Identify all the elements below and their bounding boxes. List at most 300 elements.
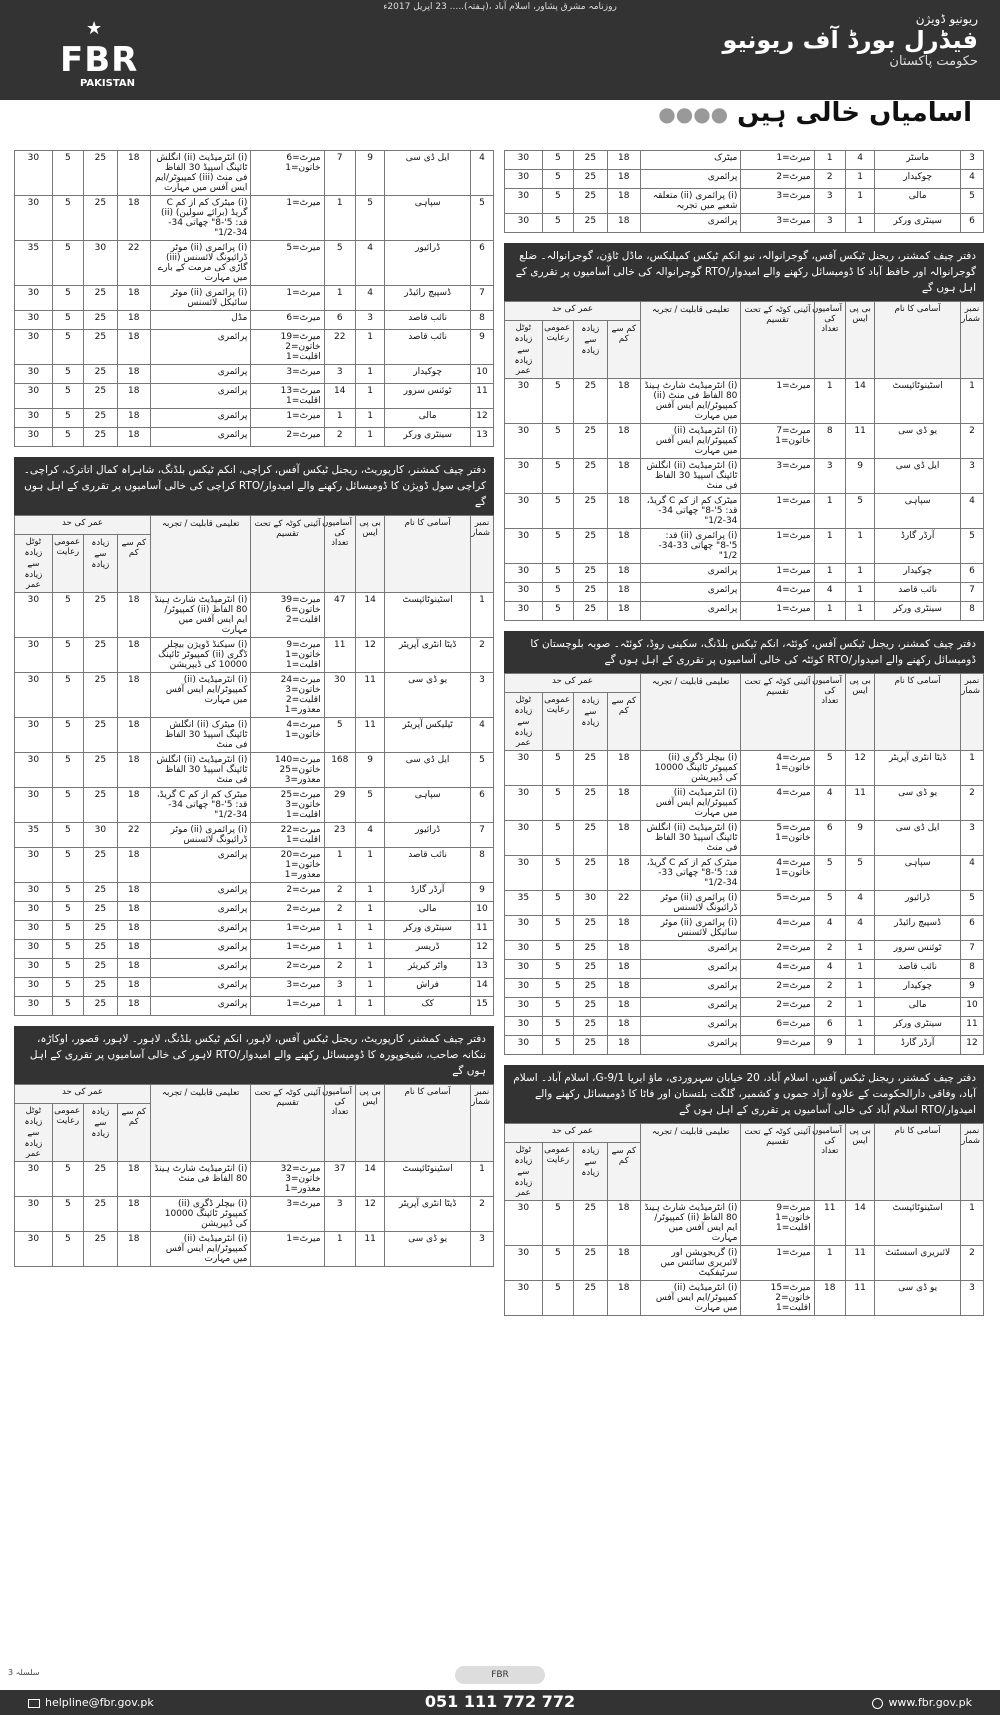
cell-bs: 14 [355, 593, 384, 638]
cell-bs: 12 [355, 1197, 384, 1232]
cell-max: 25 [84, 196, 117, 241]
cell-no: 5 [961, 189, 984, 214]
cell-bs: 14 [355, 1162, 384, 1197]
cell-count: 1 [814, 529, 845, 564]
cell-age: 30 [15, 384, 53, 409]
cell-qual: پرائمری [151, 848, 251, 883]
cell-quota: میرٹ=1 [251, 1232, 324, 1267]
column-header-qual: تعلیمی قابلیت / تجربہ [151, 1085, 251, 1162]
cell-gen: 5 [542, 960, 573, 979]
cell-no: 4 [961, 170, 984, 189]
cell-count: 4 [814, 916, 845, 941]
table-row [505, 170, 984, 189]
cell-quota: میرٹ=7 خاتون=1 [741, 424, 814, 459]
cell-qual: (i) انٹرمیڈیٹ (ii) کمپیوٹر/ایم ایس آفس میں مہارت [641, 786, 741, 821]
cell-max: 25 [574, 151, 607, 170]
cell-gen: 5 [52, 384, 83, 409]
cell-gen: 5 [542, 529, 573, 564]
cell-age: 30 [15, 428, 53, 447]
cell-quota: میرٹ=3 [741, 189, 814, 214]
column-header-gen: عمومی رعایت [52, 1104, 83, 1162]
cell-bs: 4 [845, 151, 874, 170]
cell-min: 18 [607, 424, 640, 459]
cell-min: 18 [607, 916, 640, 941]
cell-gen: 5 [542, 821, 573, 856]
cell-min: 18 [117, 921, 150, 940]
cell-count: 1 [324, 921, 355, 940]
cell-min: 18 [607, 751, 640, 786]
cell-gen: 5 [52, 718, 83, 753]
cell-bs: 1 [355, 997, 384, 1016]
table-row [15, 823, 494, 848]
cell-count: 6 [814, 821, 845, 856]
cell-age: 30 [15, 311, 53, 330]
cell-no: 10 [471, 365, 494, 384]
column-header-min: کم سے کم [117, 1104, 150, 1162]
cell-no: 4 [961, 856, 984, 891]
cell-count: 23 [324, 823, 355, 848]
table-row [505, 459, 984, 494]
cell-qual: (i) انٹرمیڈیٹ (ii) کمپیوٹر/ایم ایس آفس میں مہارت [641, 424, 741, 459]
cell-qual: (i) پرائمری (ii) قد: 5'-8" چھاتی 33-34-1/2" [641, 529, 741, 564]
cell-post: نائب قاصد [875, 583, 961, 602]
cell-no: 8 [961, 960, 984, 979]
cell-bs: 1 [355, 978, 384, 997]
cell-qual: (i) انٹرمیڈیٹ شارٹ ہینڈ 80 الفاظ فی منٹ (ii) کمپیوٹر/ایم ایس آفس میں مہارت [641, 379, 741, 424]
cell-post: اسٹینوٹائپسٹ [875, 1201, 961, 1246]
cell-post: ڈرائیور [385, 241, 471, 286]
cell-quota: میرٹ=25 خاتون=3 اقلیت=1 [251, 788, 324, 823]
column-header-age-group: عمر کی حد [505, 674, 641, 693]
cell-post: ڈسپیچ رائیڈر [875, 916, 961, 941]
cell-age: 30 [505, 1036, 543, 1055]
column-header-post: آسامی کا نام [385, 516, 471, 593]
cell-count: 30 [324, 673, 355, 718]
cell-qual: (i) انٹرمیڈیٹ شارٹ ہینڈ 80 الفاظ فی منٹ [151, 1162, 251, 1197]
cell-max: 25 [574, 821, 607, 856]
cell-quota: میرٹ=5 خاتون=1 [741, 821, 814, 856]
cell-no: 7 [471, 823, 494, 848]
cell-count: 9 [814, 1036, 845, 1055]
globe-icon [872, 1698, 883, 1709]
cell-max: 25 [574, 602, 607, 621]
cell-max: 25 [574, 941, 607, 960]
cell-post: آرڈر گارڈ [875, 529, 961, 564]
column-header-age-group: عمر کی حد [15, 1085, 151, 1104]
cell-min: 18 [117, 673, 150, 718]
fbr-logo [20, 18, 150, 89]
cell-min: 18 [117, 997, 150, 1016]
column-header-gen: عمومی رعایت [52, 535, 83, 593]
cell-age: 30 [15, 997, 53, 1016]
cell-quota: میرٹ=2 [741, 998, 814, 1017]
column-header-count: آسامیوں کی تعداد [814, 674, 845, 751]
cell-no: 10 [961, 998, 984, 1017]
cell-age: 30 [505, 916, 543, 941]
vacancy-table [14, 1084, 494, 1267]
cell-max: 25 [574, 214, 607, 233]
cell-gen: 5 [52, 1232, 83, 1267]
vacancy-table [504, 1123, 984, 1316]
cell-qual: (i) پرائمری (ii) متعلقہ شعبے میں تجربہ [641, 189, 741, 214]
cell-min: 18 [607, 1281, 640, 1316]
table-row [505, 529, 984, 564]
cell-gen: 5 [52, 428, 83, 447]
cell-gen: 5 [542, 1017, 573, 1036]
cell-min: 18 [117, 638, 150, 673]
column-header-bs: بی پی ایس [845, 302, 874, 379]
cell-quota: میرٹ=1 [251, 921, 324, 940]
cell-bs: 9 [845, 459, 874, 494]
cell-post: مالی [385, 902, 471, 921]
cell-post: سپاہی [385, 196, 471, 241]
cell-min: 22 [117, 823, 150, 848]
cell-age: 30 [505, 856, 543, 891]
cell-post: چوکیدار [875, 979, 961, 998]
cell-post: ڈیٹا انٹری آپریٹر [385, 1197, 471, 1232]
cell-bs: 1 [845, 602, 874, 621]
cell-qual: میٹرک کم از کم C گریڈ، قد: 5'-8" چھاتی 34-34-1/2" [641, 494, 741, 529]
column-header-min: کم سے کم [117, 535, 150, 593]
table-row [505, 941, 984, 960]
column-header-count: آسامیوں کی تعداد [324, 516, 355, 593]
cell-age: 30 [15, 330, 53, 365]
cell-max: 25 [84, 593, 117, 638]
cell-quota: میرٹ=4 خاتون=1 [741, 856, 814, 891]
table-row [505, 1017, 984, 1036]
cell-post: ڈیٹا انٹری آپریٹر [385, 638, 471, 673]
cell-qual: پرائمری [641, 1036, 741, 1055]
cell-no: 6 [471, 241, 494, 286]
table-row [505, 494, 984, 529]
helpline-email-link[interactable]: helpline@fbr.gov.pk [45, 1696, 154, 1709]
table-row [15, 286, 494, 311]
cell-qual: پرائمری [151, 883, 251, 902]
table-row [505, 786, 984, 821]
column-header-age-group: عمر کی حد [505, 302, 641, 321]
cell-count: 3 [814, 189, 845, 214]
cell-quota: میرٹ=1 [741, 151, 814, 170]
cell-qual: میٹرک [641, 151, 741, 170]
cell-gen: 5 [542, 1246, 573, 1281]
cell-post: یو ڈی سی [385, 1232, 471, 1267]
star-icon: ★ [86, 18, 103, 39]
cell-max: 25 [574, 424, 607, 459]
cell-qual: (i) بیچلر ڈگری (ii) کمپیوٹر ٹائپنگ 10000 کی ڈیپریشن [151, 1197, 251, 1232]
cell-gen: 5 [542, 786, 573, 821]
cell-quota: میرٹ=3 [251, 978, 324, 997]
cell-no: 11 [961, 1017, 984, 1036]
cell-count: 1 [814, 1246, 845, 1281]
cell-max: 25 [574, 170, 607, 189]
cell-age: 30 [505, 751, 543, 786]
cell-qual: پرائمری [641, 998, 741, 1017]
table-row [15, 365, 494, 384]
cell-max: 25 [574, 494, 607, 529]
cell-no: 11 [471, 384, 494, 409]
column-header-age: ٹوٹل زیادہ سے زیادہ عمر [505, 321, 543, 379]
cell-max: 25 [574, 459, 607, 494]
page-note: سلسلہ 3 [8, 1668, 40, 1677]
cell-qual: (i) انٹرمیڈیٹ شارٹ ہینڈ 80 الفاظ (ii) کمپیوٹر/ایم ایس آفس میں مہارت [151, 593, 251, 638]
cell-no: 5 [471, 196, 494, 241]
cell-qual: پرائمری [151, 940, 251, 959]
cell-min: 18 [117, 196, 150, 241]
column-header-qual: تعلیمی قابلیت / تجربہ [641, 1124, 741, 1201]
table-row [15, 1197, 494, 1232]
cell-gen: 5 [52, 1197, 83, 1232]
cell-qual: پرائمری [641, 214, 741, 233]
cell-min: 18 [607, 214, 640, 233]
cell-bs: 1 [355, 902, 384, 921]
cell-qual: میٹرک کم از کم C گریڈ، قد: 5'-8" چھاتی 33-34-1/2" [641, 856, 741, 891]
cell-qual: پرائمری [641, 170, 741, 189]
cell-bs: 3 [355, 311, 384, 330]
cell-age: 35 [15, 241, 53, 286]
cell-max: 25 [84, 311, 117, 330]
cell-post: سینٹری ورکر [385, 428, 471, 447]
cell-post: آرڈر گارڈ [875, 1036, 961, 1055]
column-header-bs: بی پی ایس [845, 1124, 874, 1201]
cell-quota: میرٹ=2 [741, 170, 814, 189]
cell-min: 18 [607, 1017, 640, 1036]
cell-no: 1 [961, 751, 984, 786]
cell-max: 25 [84, 409, 117, 428]
cell-bs: 5 [845, 856, 874, 891]
cell-gen: 5 [52, 823, 83, 848]
column-header-quota: آئینی کوٹہ کے تحت تقسیم [251, 516, 324, 593]
cell-quota: میرٹ=3 [251, 1197, 324, 1232]
cell-no: 9 [961, 979, 984, 998]
cell-post: سینٹری ورکر [875, 602, 961, 621]
cell-bs: 1 [845, 189, 874, 214]
vacancy-table [504, 673, 984, 1055]
cell-post: ٹیلیکس آپریٹر [385, 718, 471, 753]
table-row [505, 1036, 984, 1055]
cell-count: 1 [324, 286, 355, 311]
cell-no: 15 [471, 997, 494, 1016]
logo-country: PAKISTAN [80, 78, 135, 89]
cell-gen: 5 [542, 916, 573, 941]
cell-qual: (i) انٹرمیڈیٹ (ii) انگلش ٹائپنگ اسپیڈ 30 الفاظ فی منٹ [151, 753, 251, 788]
cell-count: 3 [814, 214, 845, 233]
cell-gen: 5 [542, 583, 573, 602]
cell-no: 12 [471, 940, 494, 959]
section-heading: دفتر چیف کمشنر، ریجنل ٹیکس آفس، کوئٹہ، انکم ٹیکس بلڈنگ، سکینی روڈ، کوئٹہ۔ صوبہ بلوچستان کا ڈومیسائل رکھنے والے امیدوار/RTO کوئٹہ کی خالی آسامیوں پر تقرری کے اہل ہوں گے [504, 631, 984, 673]
cell-min: 18 [607, 459, 640, 494]
cell-bs: 9 [355, 753, 384, 788]
cell-age: 30 [505, 998, 543, 1017]
cell-age: 30 [505, 1017, 543, 1036]
cell-min: 18 [117, 718, 150, 753]
cell-max: 25 [84, 959, 117, 978]
cell-bs: 12 [845, 751, 874, 786]
cell-gen: 5 [52, 959, 83, 978]
column-header-min: کم سے کم [607, 693, 640, 751]
cell-bs: 1 [355, 959, 384, 978]
cell-bs: 9 [355, 151, 384, 196]
cell-max: 25 [84, 883, 117, 902]
cell-post: نائب قاصد [875, 960, 961, 979]
cell-bs: 4 [845, 891, 874, 916]
cell-qual: پرائمری [151, 959, 251, 978]
cell-no: 8 [471, 848, 494, 883]
column-header-no: نمبر شمار [961, 1124, 984, 1201]
cell-count: 1 [814, 379, 845, 424]
cell-post: مالی [875, 189, 961, 214]
cell-post: یو ڈی سی [875, 1281, 961, 1316]
cell-min: 18 [607, 856, 640, 891]
cell-quota: میرٹ=1 [251, 997, 324, 1016]
cell-bs: 11 [845, 786, 874, 821]
cell-max: 30 [84, 823, 117, 848]
cell-post: نائب قاصد [385, 330, 471, 365]
cell-gen: 5 [52, 921, 83, 940]
vacancy-table [14, 150, 494, 447]
cell-age: 35 [15, 823, 53, 848]
table-row [15, 940, 494, 959]
cell-age: 30 [15, 959, 53, 978]
cell-qual: (i) انٹرمیڈیٹ (ii) انگلش ٹائپنگ اسپیڈ 30 الفاظ فی منٹ (iii) کمپیوٹر/ایم ایس آفس میں مہارت [151, 151, 251, 196]
cell-age: 30 [505, 151, 543, 170]
cell-qual: میٹرک کم از کم C گریڈ، قد: 5'-8" چھاتی 34-34-1/2" [151, 788, 251, 823]
cell-gen: 5 [542, 151, 573, 170]
column-header-min: کم سے کم [607, 321, 640, 379]
cell-max: 25 [84, 638, 117, 673]
cell-no: 5 [471, 753, 494, 788]
cell-gen: 5 [52, 196, 83, 241]
cell-no: 2 [961, 1246, 984, 1281]
table-row [15, 311, 494, 330]
cell-age: 30 [15, 788, 53, 823]
cell-qual: (i) پرائمری (ii) موٹر سائیکل لائسنس [151, 286, 251, 311]
cell-qual: پرائمری [641, 583, 741, 602]
table-row [15, 788, 494, 823]
table-row [505, 751, 984, 786]
cell-bs: 11 [355, 718, 384, 753]
cell-count: 6 [324, 311, 355, 330]
table-row [505, 1201, 984, 1246]
cell-post: فراش [385, 978, 471, 997]
cell-gen: 5 [52, 330, 83, 365]
cell-age: 30 [15, 718, 53, 753]
cell-qual: پرائمری [151, 428, 251, 447]
cell-age: 30 [15, 593, 53, 638]
cell-min: 18 [117, 1197, 150, 1232]
cell-count: 1 [324, 196, 355, 241]
cell-min: 18 [117, 384, 150, 409]
cell-max: 25 [84, 848, 117, 883]
cell-age: 30 [505, 1201, 543, 1246]
table-row [15, 959, 494, 978]
table-row [15, 428, 494, 447]
cell-min: 18 [607, 1036, 640, 1055]
cell-bs: 11 [845, 424, 874, 459]
cell-gen: 5 [52, 978, 83, 997]
cell-min: 18 [607, 821, 640, 856]
cell-min: 18 [117, 409, 150, 428]
cell-no: 3 [471, 673, 494, 718]
cell-max: 25 [84, 365, 117, 384]
cell-max: 25 [574, 1246, 607, 1281]
cell-no: 8 [961, 602, 984, 621]
cell-count: 1 [814, 602, 845, 621]
cell-qual: (i) بیچلر ڈگری (ii) کمپیوٹر ٹائپنگ 10000 کی ڈیپریشن [641, 751, 741, 786]
cell-max: 25 [84, 384, 117, 409]
cell-min: 18 [607, 189, 640, 214]
cell-post: ڈرائیور [385, 823, 471, 848]
column-header-max: زیادہ سے زیادہ [574, 321, 607, 379]
cell-quota: میرٹ=140 خاتون=25 معذور=3 [251, 753, 324, 788]
cell-age: 30 [505, 214, 543, 233]
cell-no: 12 [961, 1036, 984, 1055]
cell-post: سپاہی [875, 494, 961, 529]
org-block [678, 12, 978, 69]
section-heading: دفتر چیف کمشنر، ریجنل ٹیکس آفس، اسلام آباد، 20 خیابان سہروردی، ماؤ ایریا G-9/1، اسلام آباد۔ اسلام آباد، وفاقی دارالحکومت کے علاوہ آزاد جموں و کشمیر، گلگت بلتستان اور فاٹا کا ڈومیسائل رکھنے والے امیدوار/RTO اسلام آباد کی خالی آسامیوں پر تقرری کے اہل ہوں گے [504, 1065, 984, 1123]
cell-bs: 1 [845, 960, 874, 979]
cell-gen: 5 [542, 1281, 573, 1316]
cell-max: 25 [84, 1232, 117, 1267]
cell-age: 30 [15, 1162, 53, 1197]
cell-quota: میرٹ=1 [741, 494, 814, 529]
table-row [505, 214, 984, 233]
cell-min: 18 [117, 330, 150, 365]
cell-quota: میرٹ=32 خاتون=3 معذور=1 [251, 1162, 324, 1197]
cell-no: 5 [961, 529, 984, 564]
cell-age: 30 [505, 459, 543, 494]
cell-no: 2 [961, 786, 984, 821]
cell-qual: پرائمری [641, 960, 741, 979]
cell-no: 4 [961, 494, 984, 529]
column-header-quota: آئینی کوٹہ کے تحت تقسیم [741, 1124, 814, 1201]
cell-bs: 4 [355, 823, 384, 848]
cell-age: 30 [15, 848, 53, 883]
cell-bs: 5 [355, 196, 384, 241]
column-header-age-group: عمر کی حد [505, 1124, 641, 1143]
cell-no: 7 [961, 583, 984, 602]
cell-count: 29 [324, 788, 355, 823]
cell-count: 3 [324, 365, 355, 384]
table-row [15, 997, 494, 1016]
cell-qual: پرائمری [641, 979, 741, 998]
helpline-phone: 051 111 772 772 [424, 1692, 576, 1711]
cell-quota: میرٹ=39 خاتون=6 اقلیت=2 [251, 593, 324, 638]
table-row [15, 638, 494, 673]
cell-gen: 5 [52, 883, 83, 902]
cell-post: یو ڈی سی [875, 786, 961, 821]
cell-qual: پرائمری [151, 384, 251, 409]
cell-count: 2 [324, 902, 355, 921]
website-link[interactable]: www.fbr.gov.pk [888, 1696, 972, 1709]
cell-post: لائبریری اسسٹنٹ [875, 1246, 961, 1281]
cell-qual: پرائمری [151, 330, 251, 365]
cell-post: ایل ڈی سی [875, 459, 961, 494]
cell-bs: 11 [845, 1281, 874, 1316]
cell-quota: میرٹ=3 [741, 214, 814, 233]
cell-no: 3 [961, 151, 984, 170]
cell-min: 18 [607, 941, 640, 960]
cell-quota: میرٹ=6 [741, 1017, 814, 1036]
cell-gen: 5 [52, 241, 83, 286]
column-header-post: آسامی کا نام [385, 1085, 471, 1162]
column-header-post: آسامی کا نام [875, 674, 961, 751]
newspaper-date-line: روزنامہ مشرق پشاور، اسلام آباد ،(ہفتہ)..... 23 اپریل 2017ء [383, 2, 617, 12]
cell-age: 30 [15, 1197, 53, 1232]
cell-gen: 5 [542, 170, 573, 189]
column-header-count: آسامیوں کی تعداد [324, 1085, 355, 1162]
cell-post: مالی [875, 998, 961, 1017]
table-row [15, 978, 494, 997]
